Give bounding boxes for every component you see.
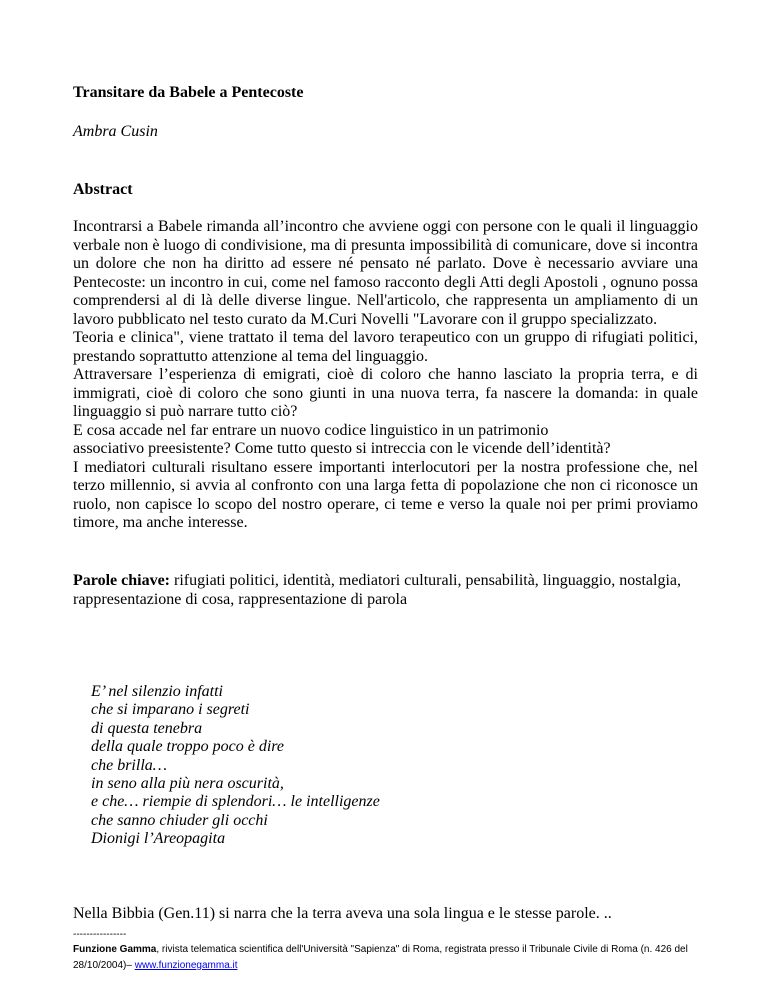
poem-attribution: Dionigi l’Areopagita <box>91 830 226 848</box>
footer-note <box>73 942 698 974</box>
poem-line: della quale troppo poco è dire <box>91 738 284 756</box>
document-title: Transitare da Babele a Pentecoste <box>73 84 304 101</box>
abstract-heading: Abstract <box>73 181 133 198</box>
poem-line: di questa tenebra <box>91 719 203 737</box>
author-name: Ambra Cusin <box>73 123 158 140</box>
abstract-paragraph: Teoria e clinica", viene trattato il tema del lavoro terapeutico con un gruppo di rifugiati politici, prestando soprattutto attenzione al tema del linguaggio. <box>73 329 698 365</box>
abstract-body <box>73 218 698 533</box>
abstract-paragraph: Incontrarsi a Babele rimanda all’incontro che avviene oggi con persone con le quali il linguaggio verbale non è luogo di condivisione, ma di presunta impossibilità di comunicare, dove si incontra un dolore che non ha diritto ad essere né pensato né parlato. Dove è necessario avviare una Pentecoste: un incontro in cui, come nel famoso racconto degli Atti degli Apostoli , ognuno possa comprendersi al di là delle diverse lingue. Nell'articolo, che rappresenta un ampliamento di un lavoro pubblicato nel testo curato da M.Curi Novelli "Lavorare con il gruppo specializzato. <box>73 218 698 328</box>
poem-line: che si imparano i segreti <box>91 701 250 719</box>
footer-journal-name: Funzione Gamma <box>73 944 157 955</box>
poem-line: che sanno chiuder gli occhi <box>91 811 268 829</box>
abstract-paragraph: Attraversare l’esperienza di emigrati, cioè di coloro che hanno lasciato la propria terra, e di immigrati, cioè di coloro che sono giunti in una nuova terra, fa nascere la domanda: in quale linguaggio si può narrare tutto ciò? <box>73 366 698 420</box>
keywords-block <box>73 572 698 609</box>
poem-line: e che… riempie di splendori… le intelligenze <box>91 793 380 811</box>
body-opening-line: Nella Bibbia (Gen.11) si narra che la terra aveva una sola lingua e le stesse parole. .. <box>73 905 612 922</box>
footer-rule: ---------------- <box>73 929 127 940</box>
abstract-paragraph: associativo preesistente? Come tutto questo si intreccia con le vicende dell’identità? <box>73 440 611 457</box>
abstract-paragraph: I mediatori culturali risultano essere importanti interlocutori per la nostra professione che, nel terzo millennio, si avvia al confronto con una larga fetta di popolazione che non ci riconosce un ruolo, non capisce lo scopo del nostro operare, ci teme e verso la quale noi per primi proviamo timore, ma anche interesse. <box>73 458 698 531</box>
abstract-paragraph: E cosa accade nel far entrare un nuovo codice linguistico in un patrimonio <box>73 421 549 439</box>
footer-text: , rivista telematica scientifica dell'Università "Sapienza" di Roma, registrata presso il Tribunale Civile di Roma (n. 426 del 28/10/2004)– <box>73 944 688 971</box>
footer-link[interactable]: www.funzionegamma.it <box>134 960 238 971</box>
poem-line: in seno alla più nera oscurità, <box>91 775 284 793</box>
keywords-list: rifugiati politici, identità, mediatori culturali, pensabilità, linguaggio, nostalgia, rappresentazione di cosa, rappresentazione di parola <box>73 572 682 608</box>
poem-line: E’ nel silenzio infatti <box>91 683 223 700</box>
epigraph-poem <box>91 683 380 849</box>
poem-line: che brilla… <box>91 756 167 774</box>
keywords-label: Parole chiave: <box>73 572 171 589</box>
